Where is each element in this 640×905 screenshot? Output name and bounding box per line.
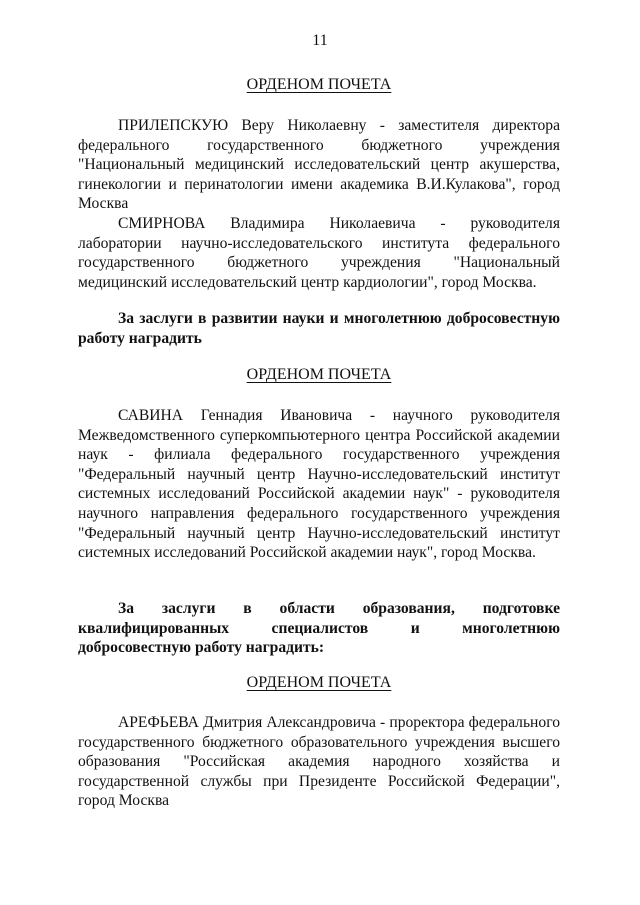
award-heading: ОРДЕНОМ ПОЧЕТА — [246, 674, 392, 691]
award-entry: АРЕФЬЕВА Дмитрия Александровича - проректора федерального государственного бюджетного образовательного учреждения высшего образования "Российская академия народного хозяйства и государственной службы при Президенте Российской Федерации", город Москва — [78, 714, 560, 810]
award-heading: ОРДЕНОМ ПОЧЕТА — [246, 76, 392, 93]
page-number: 11 — [312, 32, 328, 49]
section-intro: За заслуги в области образования, подготовке квалифицированных специалистов и многолетнюю добросовестную работу наградить: — [78, 600, 560, 657]
award-entry: САВИНА Геннадия Ивановича - научного руководителя Межведомственного суперкомпьютерного центра Российской академии наук - филиала федерального государственного учреждения "Федеральный научный центр Научно-исследовательский институт системных исследований Российской академии наук" - руководителя научного направления федерального государственного учреждения "Федеральный научный центр Научно-исследовательский институт системных исследований Российской академии наук", город Москва. — [78, 407, 560, 562]
award-entry: ПРИЛЕПСКУЮ Веру Николаевну - заместителя директора федерального государственного бюджетного учреждения "Национальный медицинский исследовательский центр акушерства, гинекологии и перинатологии имени академика В.И.Кулакова", город Москва — [78, 117, 560, 213]
award-heading: ОРДЕНОМ ПОЧЕТА — [246, 366, 392, 383]
award-entry: СМИРНОВА Владимира Николаевича - руководителя лаборатории научно-исследовательского института федерального государственного бюджетного учреждения "Национальный медицинский исследовательский центр кардиологии", город Москва. — [78, 215, 560, 291]
section-intro: За заслуги в развитии науки и многолетнюю добросовестную работу наградить — [78, 310, 560, 347]
